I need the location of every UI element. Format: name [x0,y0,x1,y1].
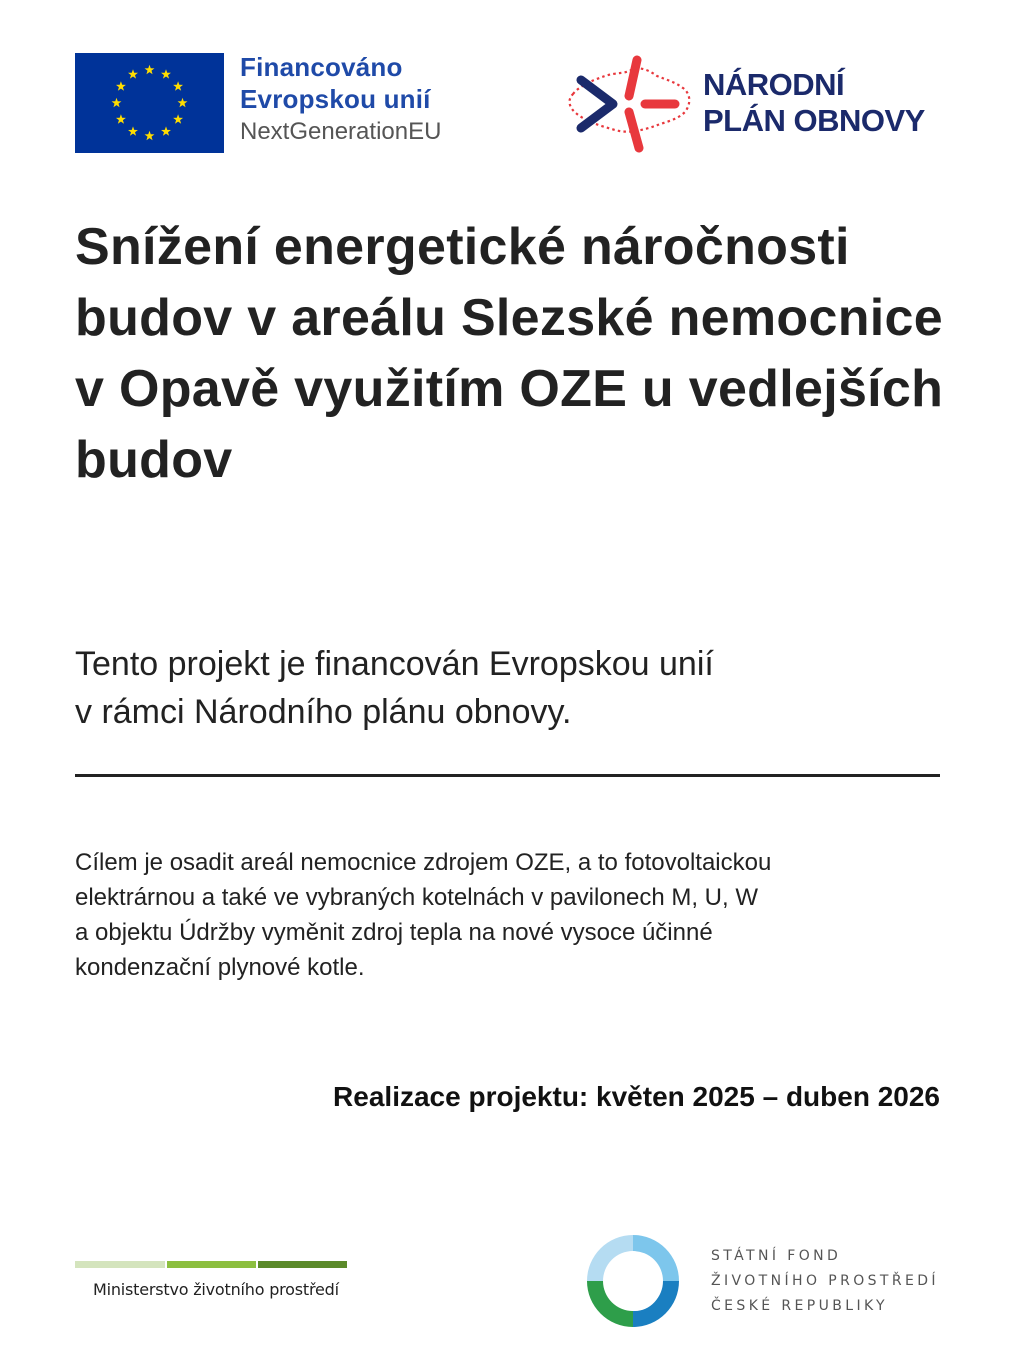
eu-nextgeneration-label: NextGenerationEU [240,118,442,145]
mzp-bar-mid [167,1261,256,1268]
sfzp-swirl-icon [585,1232,681,1330]
eu-funding-line2: Evropskou unií [240,84,431,114]
npo-text [703,67,925,139]
project-title: Snížení energetické náročnosti budov v areálu Slezské nemocnice v Opavě využitím OZE u vedlejších budov [75,218,944,489]
mzp-bar-light [75,1261,165,1268]
eu-funding-line1: Financováno [240,52,403,82]
npo-czech-map-icon [565,50,695,156]
eu-funding-logo [75,53,441,153]
horizontal-divider [75,774,940,777]
eu-funding-text [240,51,441,148]
funding-line1: Tento projekt je financován Evropskou unií [75,645,714,683]
goal-line3: a objektu Údržby vyměnit zdroj tepla na nové vysoce účinné [75,919,713,946]
npo-line2: PLÁN OBNOVY [703,103,925,138]
project-goal [75,845,955,985]
sfzp-text [711,1244,939,1319]
sfzp-line2: ŽIVOTNÍHO PROSTŘEDÍ [711,1272,939,1289]
sfzp-logo [585,1232,939,1330]
eu-flag-icon [75,53,224,153]
mzp-label: Ministerstvo životního prostředí [93,1280,339,1299]
mzp-color-bars [75,1261,347,1268]
project-period: Realizace projektu: květen 2025 – duben 2026 [333,1081,940,1112]
sfzp-line1: STÁTNÍ FOND [711,1247,842,1264]
npo-line1: NÁRODNÍ [703,67,845,102]
sfzp-line3: ČESKÉ REPUBLIKY [711,1297,889,1314]
funding-statement [75,640,955,736]
goal-line2: elektrárnou a také ve vybraných kotelnách v pavilonech M, U, W [75,884,758,911]
narodni-plan-obnovy-logo [565,50,925,156]
ministry-environment-logo [75,1261,347,1299]
mzp-bar-dark [258,1261,347,1268]
goal-line4: kondenzační plynové kotle. [75,954,365,981]
funding-line2: v rámci Národního plánu obnovy. [75,693,572,731]
goal-line1: Cílem je osadit areál nemocnice zdrojem OZE, a to fotovoltaickou [75,849,772,876]
